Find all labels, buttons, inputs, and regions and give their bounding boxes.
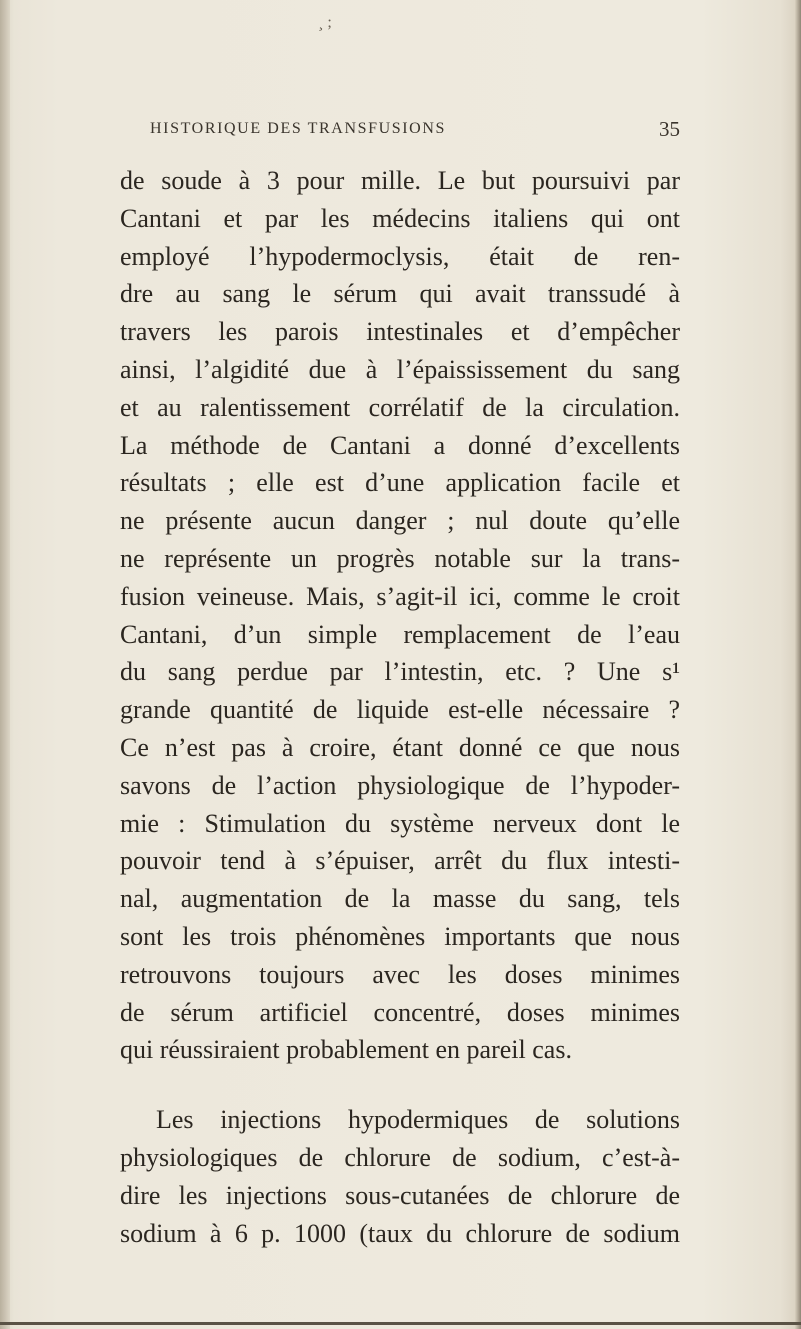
running-head-title: HISTORIQUE DES TRANSFUSIONS — [150, 120, 446, 137]
body-text — [120, 162, 680, 1252]
running-head — [120, 117, 680, 144]
binding-gutter — [0, 0, 10, 1329]
text-line: La méthode de Cantani a donné d’excellents — [120, 430, 680, 460]
text-line: physiologiques de chlorure de sodium, c’est-à- — [120, 1142, 680, 1172]
text-line: de soude à 3 pour mille. Le but poursuivi par — [120, 166, 680, 195]
text-line: ne présente aucun danger ; nul doute qu’elle — [120, 506, 680, 536]
bottom-rule — [0, 1322, 801, 1325]
text-line: dre au sang le sérum qui avait transsudé à — [120, 279, 680, 309]
text-line: pouvoir tend à s’épuiser, arrêt du flux intesti- — [120, 846, 680, 876]
paragraph-1 — [120, 162, 680, 1069]
text-line: Les injections hypodermiques de solutions — [156, 1105, 680, 1135]
text-line: retrouvons toujours avec les doses minimes — [120, 959, 680, 989]
text-line: nal, augmentation de la masse du sang, tels — [120, 884, 680, 914]
text-line: qui réussiraient probablement en pareil cas. — [120, 1035, 572, 1065]
text-line: du sang perdue par l’intestin, etc. ? Une s¹ — [120, 657, 680, 687]
page-number: 35 — [659, 117, 680, 141]
text-line: résultats ; elle est d’une application facile et — [120, 468, 680, 498]
text-line: ainsi, l’algidité due à l’épaississement du sang — [120, 354, 680, 384]
text-line: sodium à 6 p. 1000 (taux du chlorure de sodium — [120, 1218, 680, 1248]
text-line: grande quantité de liquide est-elle nécessaire ? — [120, 695, 680, 725]
text-line: sont les trois phénomènes importants que nous — [120, 921, 680, 951]
text-line: travers les parois intestinales et d’empêcher — [120, 317, 680, 347]
text-line: savons de l’action physiologique de l’hypoder- — [120, 770, 680, 800]
text-line: employé l’hypodermoclysis, était de ren- — [120, 241, 680, 271]
text-line: Cantani, d’un simple remplacement de l’eau — [120, 619, 680, 649]
text-line: Ce n’est pas à croire, étant donné ce que nous — [120, 732, 680, 762]
text-line: ne représente un progrès notable sur la trans- — [120, 543, 680, 573]
text-line: mie : Stimulation du système nerveux dont le — [120, 808, 680, 838]
page-edge — [795, 0, 801, 1329]
text-line: et au ralentissement corrélatif de la circulation. — [120, 392, 680, 422]
top-mark: ¸ ; — [318, 14, 332, 31]
paragraph-gap — [120, 1069, 680, 1101]
text-line: Cantani et par les médecins italiens qui ont — [120, 203, 680, 233]
text-line: fusion veineuse. Mais, s’agit-il ici, comme le croit — [120, 581, 680, 611]
text-line: dire les injections sous-cutanées de chlorure de — [120, 1180, 680, 1210]
text-line: de sérum artificiel concentré, doses minimes — [120, 997, 680, 1027]
paragraph-2 — [120, 1101, 680, 1252]
